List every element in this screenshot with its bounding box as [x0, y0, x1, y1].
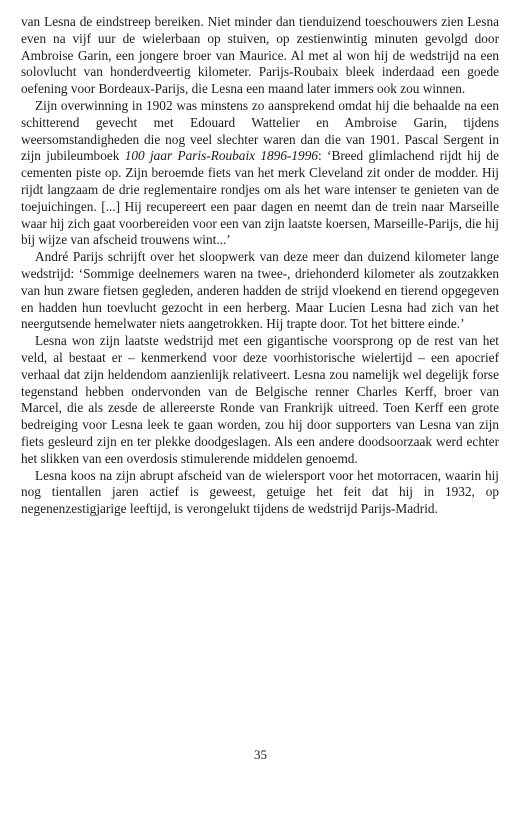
page-number: 35 [254, 747, 267, 762]
paragraph-text: Lesna koos na zijn abrupt afscheid van de wielersport voor het motorracen, waarin hij nog tientallen jaren actief is geweest, getuige het feit dat hij in 1932, op negenenzestigjarige leeftijd, is verongelukt tijdens de wedstrijd Parijs-Madrid. [21, 467, 499, 517]
paragraph-1902-win [21, 98, 499, 249]
paragraph-text: Zijn overwinning in 1902 was minstens zo aansprekend omdat hij die behaalde na een schitterend gevecht met Edouard Wattelier en Ambroise Garin, tijdens weersomstandigheden die nog veel slechter waren dan die van 1901. Pascal Sergent in zijn jubileumboek [21, 97, 499, 164]
paragraph-race-victory [21, 14, 499, 98]
paragraph-text: André Parijs schrijft over het sloopwerk van deze meer dan duizend kilometer lange wedstrijd: ‘Sommige deelnemers waren na twee-, driehonderd kilometer als zoutzakken van hun zware fietsen gegleden, anderen hadden de strijd vloekend en tierend opgegeven en hadden hun toevlucht gezocht in een herberg. Maar Lucien Lesna had zich van het neergutsende hemelwater niets aangetrokken. Hij trapte door. Tot het bittere einde.’ [21, 249, 499, 332]
paragraph-andre-parijs-quote [21, 249, 499, 333]
paragraph-text: van Lesna de eindstreep bereiken. Niet minder dan tienduizend toeschouwers zien Lesna even na vijf uur de wielerbaan op stuiven, op zestienwintig minuten gevolgd door Ambroise Garin, een jongere broer van Maurice. Al met al won hij de wedstrijd na een solovlucht van honderdveertig kilometer. Parijs-Roubaix bleek inderdaad een goede oefening voor Bordeaux-Parijs, die Lesna een maand later immers ook zou winnen. [21, 14, 499, 97]
paragraph-kerff-story [21, 333, 499, 467]
book-page [21, 14, 499, 518]
paragraph-motor-racing [21, 468, 499, 518]
paragraph-text: : ‘Breed glimlachend rijdt hij de cementen piste op. Zijn beroemde fiets van het merk Cleveland zit onder de modder. Hij rijdt langzaam de drie reglementaire rondjes om als het ware intenser te genieten van de toejuichingen. [...] Hij recupereert een paar dagen en neemt dan de trein naar Marseille waar hij zich gaat voorbereiden voor een van zijn laatste koersen, Marseille-Parijs, die hij bij wijze van afscheid trouwens wint...’ [21, 148, 499, 248]
book-title: 100 jaar Paris-Roubaix 1896-1996 [124, 148, 318, 164]
paragraph-text: Lesna won zijn laatste wedstrijd met een gigantische voorsprong op de rest van het veld, al bestaat er – kenmerkend voor deze voorhistorische wielertijd – een apocrief verhaal dat zijn heldendom aanzienlijk relativeert. Lesna zou namelijk wel degelijk forse tegenstand hebben ondervonden van de Belgische renner Charles Kerff, broer van Marcel, die als zesde de allereerste Ronde van Frankrijk uitreed. Toen Kerff een grote bedreiging voor Lesna leek te gaan worden, zou hij door supporters van Lesna van zijn fiets gesleurd zijn en ter plekke doodgeslagen. Als een andere doodsoorzaak werd echter het slikken van een overdosis stimulerende middelen genoemd. [21, 333, 499, 466]
